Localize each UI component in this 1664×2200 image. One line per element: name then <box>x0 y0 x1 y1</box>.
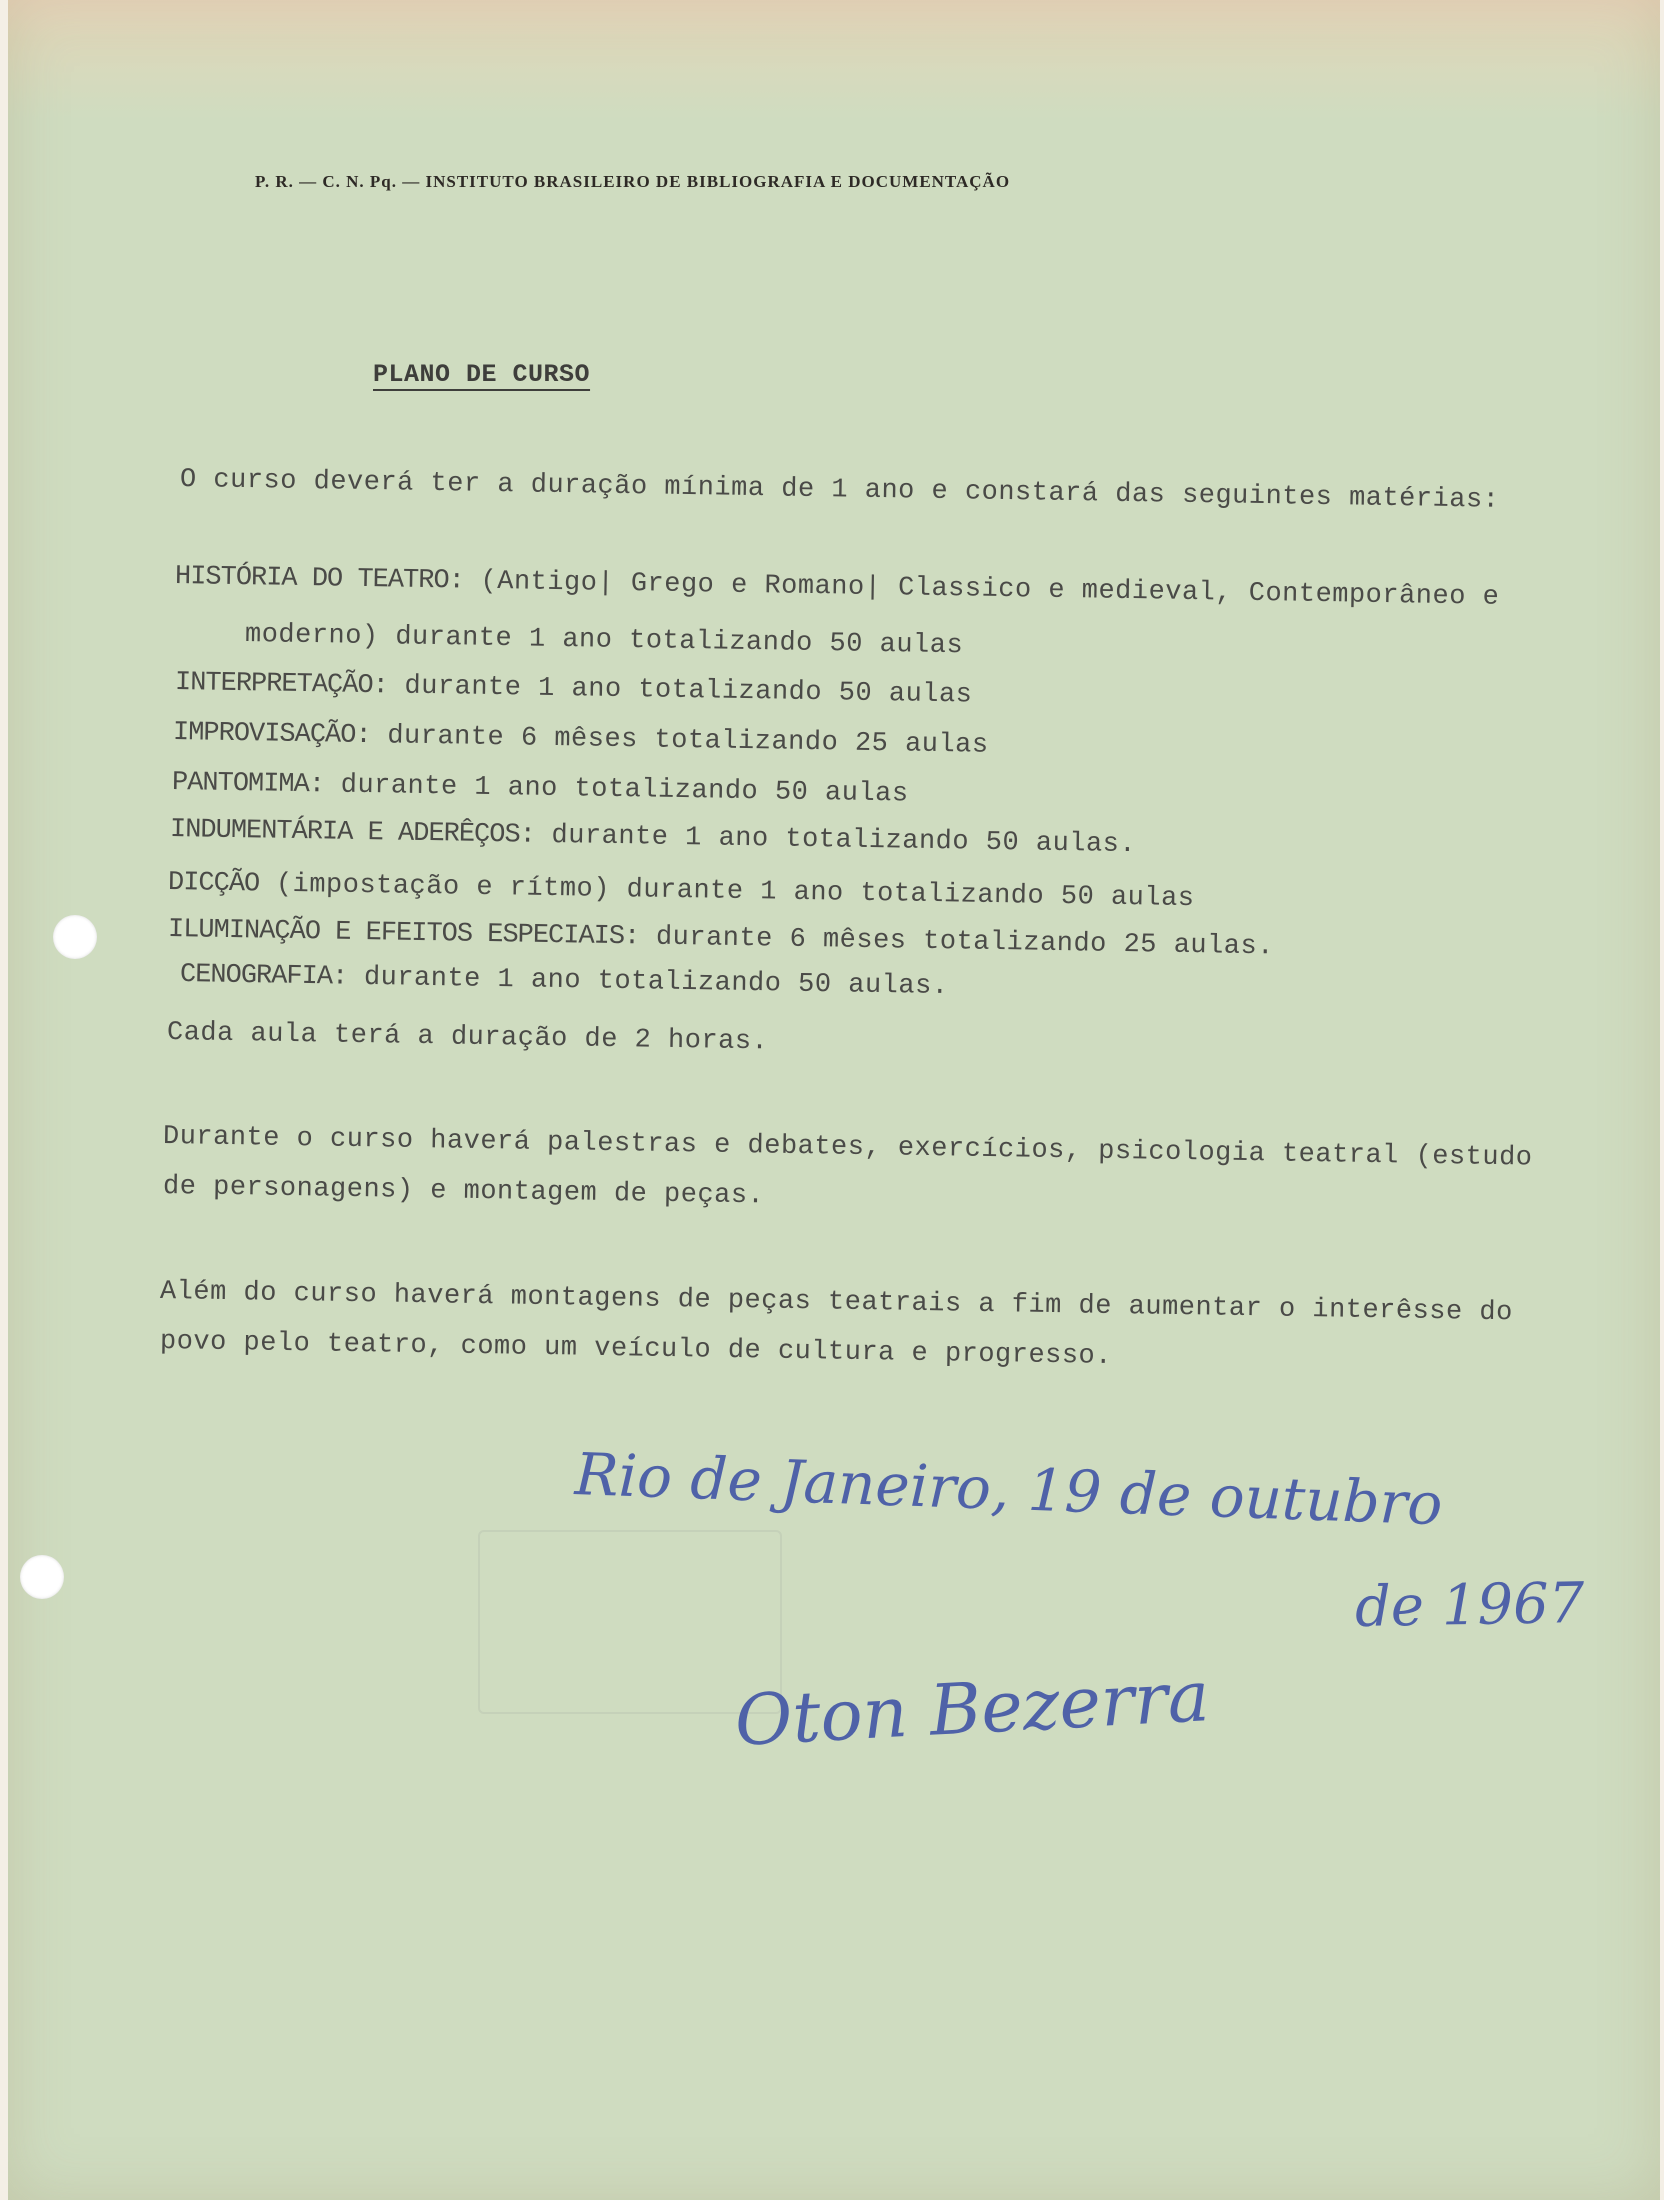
punch-hole-bottom <box>20 1555 64 1599</box>
subject-name: DICÇÃO <box>167 868 260 900</box>
letterhead: P. R. — C. N. Pq. — INSTITUTO BRASILEIRO DE BIBLIOGRAFIA E DOCUMENTAÇÃO <box>255 172 1011 191</box>
paragraph-productions-line-2: povo pelo teatro, como um veículo de cultura e progresso. <box>159 1327 1113 1372</box>
subject-name: ILUMINAÇÃO E EFEITOS ESPECIAIS: <box>167 915 640 953</box>
document-title: PLANO DE CURSO <box>373 360 591 389</box>
document-sheet <box>8 0 1660 2200</box>
subject-name: HISTÓRIA DO TEATRO: <box>174 562 465 597</box>
subject-name: CENOGRAFIA: <box>179 960 348 993</box>
subject-name: INTERPRETAÇÃO: <box>174 668 389 702</box>
subject-detail-continuation: moderno) durante 1 ano totalizando 50 aulas <box>244 620 964 662</box>
subject-detail: durante 1 ano totalizando 50 aulas <box>404 671 973 711</box>
subject-name: PANTOMIMA: <box>171 768 325 801</box>
subject-detail: durante 1 ano totalizando 50 aulas <box>340 770 909 810</box>
subject-name: IMPROVISAÇÃO: <box>172 718 371 752</box>
signature: Oton Bezerra <box>732 1655 1212 1762</box>
paragraph-activities-line-2: de personagens) e montagem de peças. <box>162 1172 765 1212</box>
handwritten-place-date-line-2: de 1967 <box>1354 1571 1585 1640</box>
intro-line: O curso deverá ter a duração mínima de 1 ano e constará das seguintes matérias: <box>179 465 1500 516</box>
handwritten-place-date-line-1: Rio de Janeiro, 19 de outubro <box>573 1440 1444 1539</box>
punch-hole-top <box>53 915 97 959</box>
subject-detail: durante 1 ano totalizando 50 aulas. <box>363 962 949 1003</box>
class-duration-line: Cada aula terá a duração de 2 horas. <box>166 1018 769 1058</box>
subject-detail: durante 1 ano totalizando 50 aulas. <box>551 820 1137 861</box>
paragraph-activities-line-1: Durante o curso haverá palestras e debates, exercícios, psicologia teatral (estudo <box>162 1122 1533 1174</box>
subject-detail: (impostação e rítmo) durante 1 ano totalizando 50 aulas <box>275 869 1195 915</box>
subject-name: INDUMENTÁRIA E ADERÊÇOS: <box>169 815 536 851</box>
paragraph-productions-line-1: Além do curso haverá montagens de peças teatrais a fim de aumentar o interêsse do <box>159 1277 1513 1329</box>
subject-detail: (Antigo| Grego e Romano| Classico e medieval, Contemporâneo e <box>480 566 1500 613</box>
subject-detail: durante 6 mêses totalizando 25 aulas <box>387 721 989 761</box>
subject-detail: durante 6 mêses totalizando 25 aulas. <box>655 922 1275 963</box>
